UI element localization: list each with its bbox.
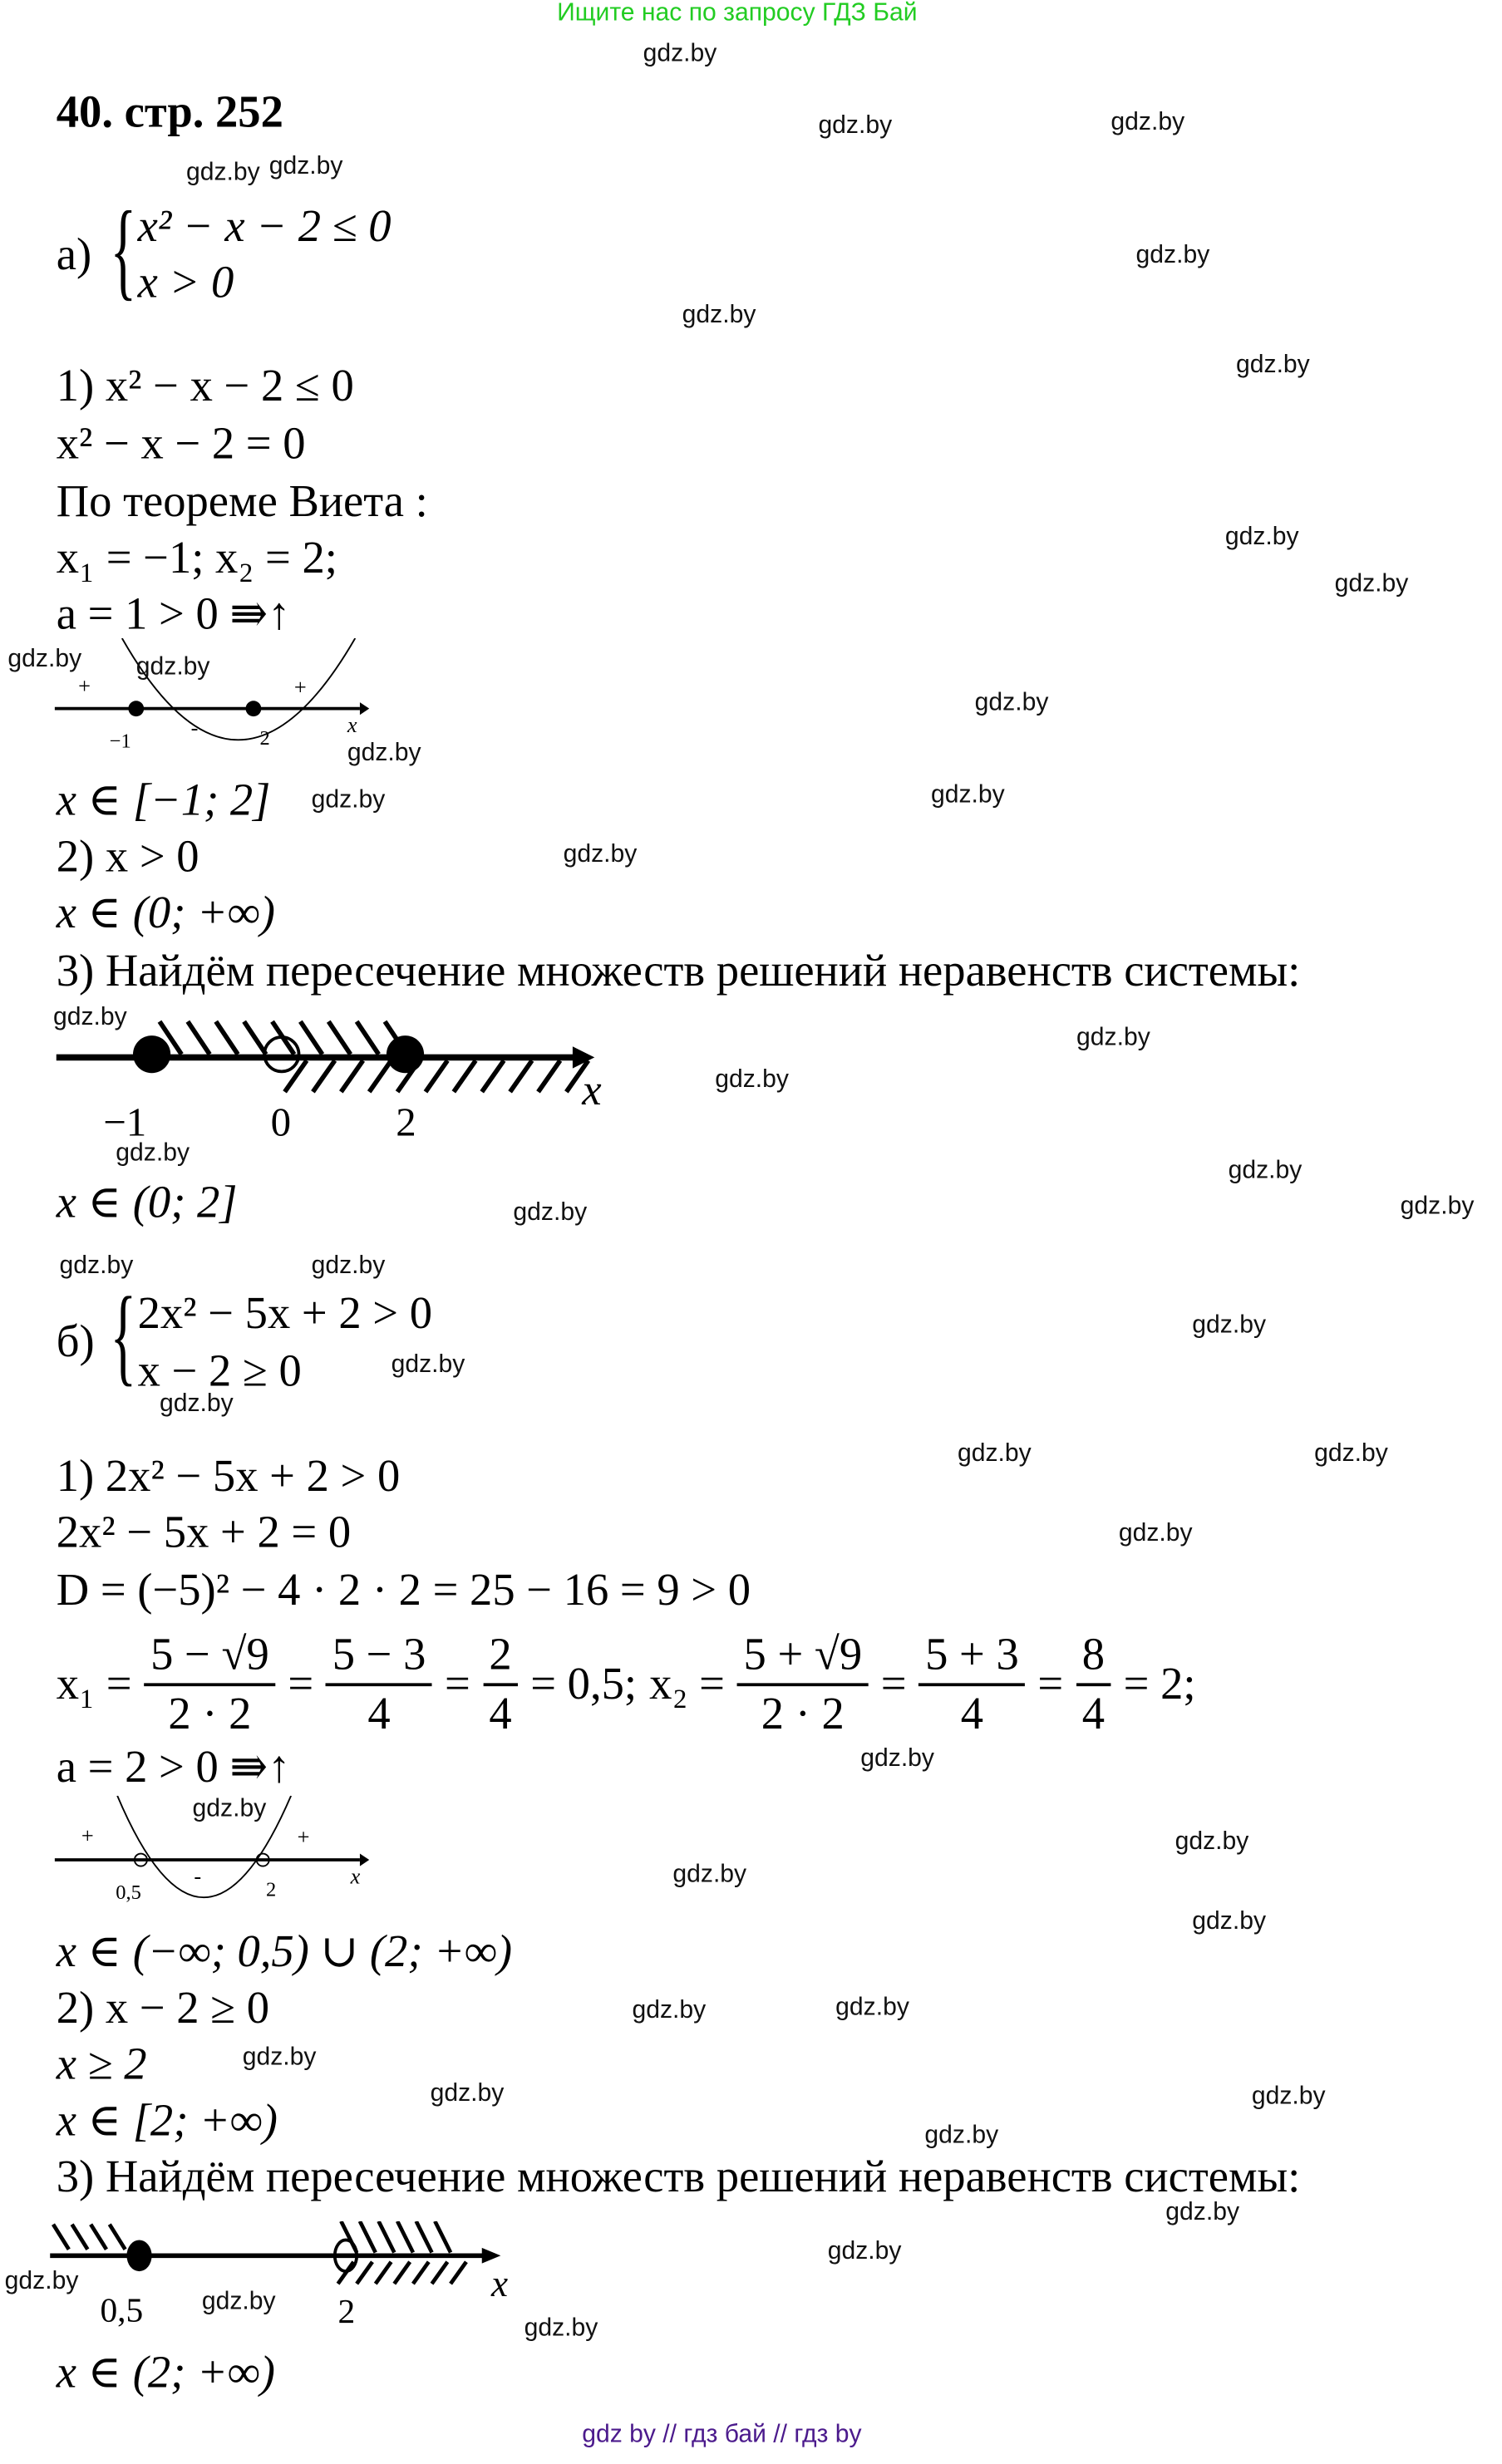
fraction: $\frac{5 + 3}{4}$ — [919, 1627, 1026, 1743]
watermark: gdz.by — [268, 153, 343, 180]
sign-plus: + — [81, 1823, 94, 1848]
number-line-b — [47, 2221, 516, 2339]
equals: = — [288, 1660, 314, 1710]
watermark: gdz.by — [1135, 242, 1210, 269]
sign-minus: - — [190, 716, 199, 740]
root-label: 2 — [265, 1878, 277, 1901]
b-step-line: 2) x − 2 ≥ 0 — [56, 1983, 270, 2034]
watermark: gdz.by — [672, 1861, 747, 1888]
root-label: 2 — [259, 726, 270, 750]
watermark: gdz.by — [1175, 1828, 1249, 1856]
tick-label: 2 — [396, 1099, 416, 1145]
a-step-line: 1) x² − x − 2 ≤ 0 — [56, 361, 354, 412]
answer-b: x ∈ (2; +∞) — [56, 2348, 275, 2398]
b-step-line: 2x² − 5x + 2 = 0 — [56, 1507, 352, 1558]
x1-label: x₁ = — [56, 1660, 132, 1710]
watermark: gdz.by — [1400, 1193, 1475, 1221]
watermark: gdz.by — [643, 40, 717, 67]
x2-result: = 2; — [1123, 1660, 1196, 1710]
a-step-line: x² − x − 2 = 0 — [56, 419, 306, 470]
watermark: gdz.by — [632, 1997, 707, 2024]
watermark: gdz.by — [827, 2238, 902, 2265]
x1-result: = 0,5; — [530, 1660, 638, 1710]
equals: = — [880, 1660, 907, 1710]
fraction: $\frac{5 + √9}{2 \cdot 2}$ — [737, 1627, 869, 1743]
watermark: gdz.by — [1118, 1520, 1193, 1547]
watermark: gdz.by — [1110, 109, 1185, 136]
watermark: gdz.by — [59, 1252, 134, 1280]
watermark: gdz.by — [1314, 1440, 1388, 1468]
watermark: gdz.by — [1228, 1157, 1303, 1184]
watermark: gdz.by — [924, 2122, 999, 2150]
watermark: gdz.by — [1334, 571, 1409, 598]
system-brace: { — [110, 1276, 137, 1397]
watermark: gdz.by — [311, 1252, 386, 1280]
axis-label: x — [347, 712, 357, 737]
fraction: $\frac{5 - 3}{4}$ — [326, 1627, 432, 1743]
exercise-title: 40. стр. 252 — [56, 87, 283, 138]
tick-label: −1 — [103, 1099, 147, 1145]
tick-label: 0,5 — [100, 2290, 144, 2329]
b-step-line: x ≥ 2 — [56, 2039, 147, 2090]
watermark: gdz.by — [192, 1795, 267, 1822]
watermark: gdz.by — [116, 1140, 190, 1168]
a-step-line: x ∈ [−1; 2] — [56, 775, 271, 826]
fraction: $\frac{5 - √9}{2 \cdot 2}$ — [145, 1627, 276, 1743]
sign-plus: + — [293, 675, 307, 700]
sign-plus: + — [78, 673, 91, 698]
root-point — [128, 701, 144, 716]
watermark: gdz.by — [835, 1994, 909, 2021]
axis-label: x — [491, 2263, 509, 2305]
roots-formula — [57, 1627, 1196, 1743]
a-step-line: 3) Найдём пересечение множеств решений неравенств системы: — [56, 946, 1301, 997]
hatching-left — [53, 2225, 126, 2250]
watermark: gdz.by — [513, 1199, 588, 1227]
closed-point — [387, 1035, 424, 1073]
x2-label: x₂ = — [649, 1660, 725, 1710]
footer-links[interactable]: gdz by // гдз бай // гдз by — [582, 2421, 862, 2448]
axis-label: x — [582, 1065, 602, 1114]
watermark: gdz.by — [311, 786, 386, 814]
axis-arrow — [360, 1854, 369, 1866]
watermark: gdz.by — [1224, 524, 1299, 551]
watermark: gdz.by — [201, 2288, 276, 2315]
hatching-bottom — [285, 1060, 588, 1092]
part-a-label: а) — [56, 229, 92, 280]
root-label: −1 — [109, 730, 131, 753]
watermark: gdz.by — [715, 1066, 789, 1094]
closed-point — [126, 2240, 151, 2271]
system-b-eq1: 2x² − 5x + 2 > 0 — [137, 1289, 433, 1340]
watermark: gdz.by — [1251, 2083, 1326, 2111]
equals: = — [1037, 1660, 1064, 1710]
closed-point — [133, 1035, 170, 1073]
b-step-line: x ∈ (−∞; 0,5) ∪ (2; +∞) — [56, 1926, 513, 1978]
watermark: gdz.by — [1192, 1312, 1267, 1340]
watermark: gdz.by — [1165, 2199, 1240, 2226]
fraction: $\frac{2}{4}$ — [483, 1627, 518, 1743]
system-a-eq2: x > 0 — [137, 258, 234, 308]
watermark: gdz.by — [1192, 1908, 1267, 1935]
axis-arrow — [360, 702, 369, 715]
a-step-line: x₁ = −1; x₂ = 2; — [56, 533, 337, 584]
watermark: gdz.by — [135, 653, 210, 681]
fraction: $\frac{8}{4}$ — [1076, 1627, 1110, 1743]
sign-minus: - — [194, 1864, 202, 1889]
watermark: gdz.by — [52, 1004, 127, 1031]
tick-label: 2 — [337, 2292, 356, 2331]
b-step-line: 1) 2x² − 5x + 2 > 0 — [56, 1451, 401, 1502]
watermark: gdz.by — [524, 2314, 598, 2342]
a-step-line: 2) x > 0 — [56, 832, 199, 883]
system-a-eq1: x² − x − 2 ≤ 0 — [137, 201, 392, 253]
search-hint-header[interactable]: Ищите нас по запросу ГДЗ Бай — [557, 0, 918, 27]
part-b-label: б) — [56, 1316, 95, 1368]
watermark: gdz.by — [430, 2080, 505, 2107]
system-b-eq2: x − 2 ≥ 0 — [137, 1346, 302, 1397]
axis-label: x — [350, 1864, 361, 1889]
a-step-line: По теореме Виета : — [56, 477, 428, 528]
b-step-line: 3) Найдём пересечение множеств решений неравенств системы: — [56, 2152, 1301, 2203]
tick-label: 0 — [270, 1099, 292, 1145]
watermark: gdz.by — [957, 1440, 1032, 1468]
watermark: gdz.by — [242, 2044, 317, 2072]
watermark: gdz.by — [391, 1351, 465, 1379]
a-step-line: a = 1 > 0 ⇛↑ — [56, 589, 291, 640]
a-step-line: x ∈ (0; +∞) — [56, 888, 275, 939]
system-brace: { — [110, 190, 137, 312]
b-step-line: x ∈ [2; +∞) — [56, 2096, 278, 2147]
sign-plus: + — [297, 1825, 310, 1850]
b-step-line: a = 2 > 0 ⇛↑ — [56, 1742, 291, 1793]
equals: = — [444, 1660, 470, 1710]
watermark: gdz.by — [1236, 352, 1310, 379]
watermark: gdz.by — [347, 740, 421, 767]
watermark: gdz.by — [159, 1390, 234, 1418]
watermark: gdz.by — [682, 302, 756, 329]
watermark: gdz.by — [7, 646, 82, 673]
answer-a: x ∈ (0; 2] — [56, 1178, 238, 1228]
watermark: gdz.by — [185, 159, 260, 186]
watermark: gdz.by — [563, 841, 638, 868]
b-step-line: D = (−5)² − 4 · 2 · 2 = 25 − 16 = 9 > 0 — [56, 1566, 751, 1616]
watermark: gdz.by — [4, 2268, 79, 2295]
root-point — [246, 701, 262, 716]
watermark: gdz.by — [930, 782, 1005, 809]
watermark: gdz.by — [1076, 1024, 1150, 1051]
axis-arrow — [482, 2248, 501, 2264]
number-line-a — [47, 1016, 625, 1157]
watermark: gdz.by — [818, 112, 893, 140]
watermark: gdz.by — [974, 690, 1049, 717]
watermark: gdz.by — [860, 1745, 934, 1773]
root-label: 0,5 — [116, 1881, 141, 1905]
